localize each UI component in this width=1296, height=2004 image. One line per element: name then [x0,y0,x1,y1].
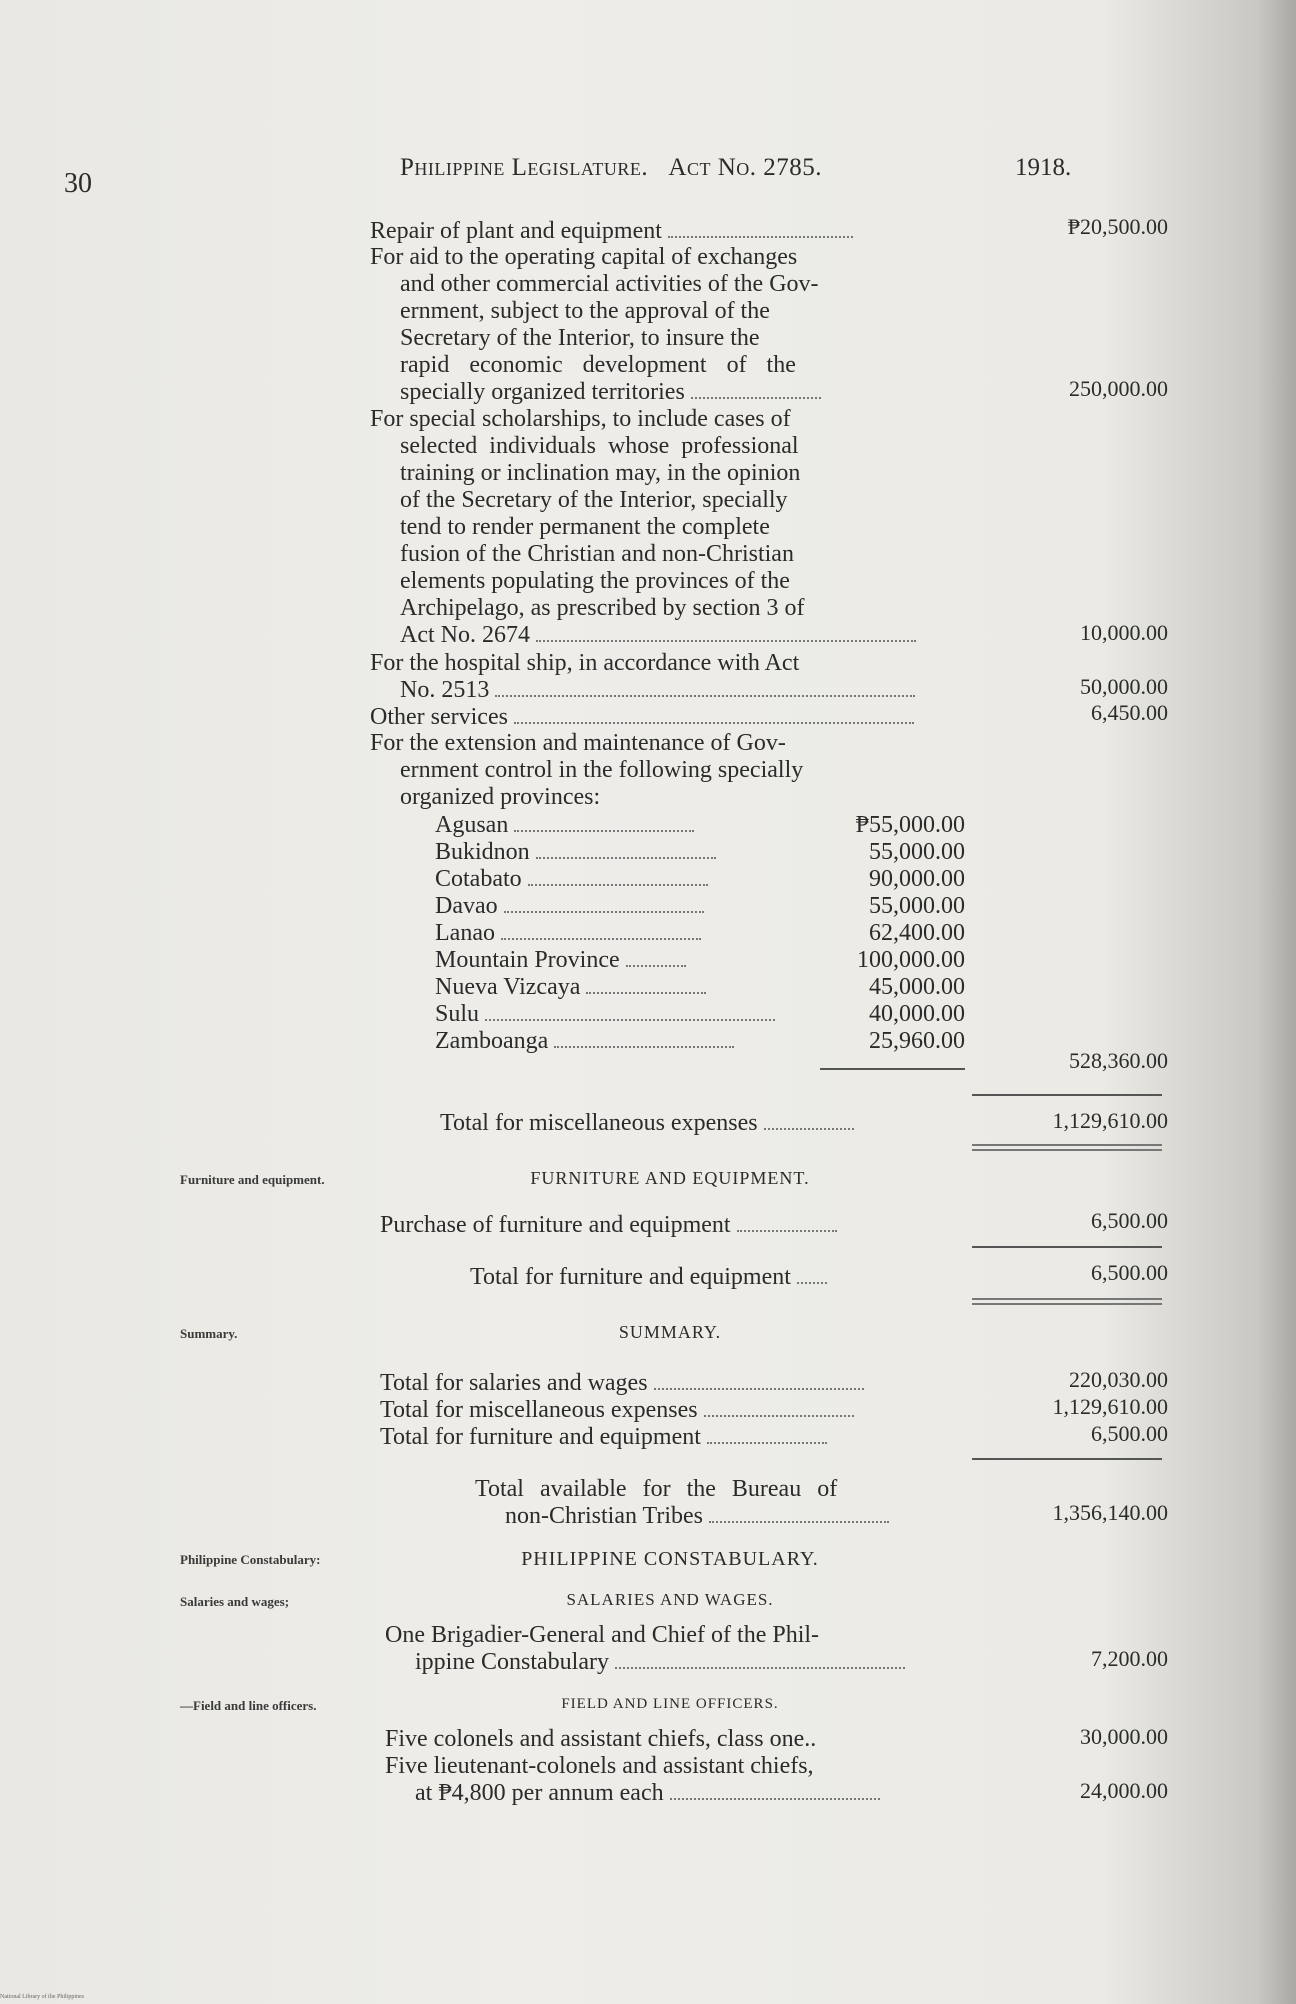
margin-note-officers: —Field and line officers. [180,1698,317,1713]
provinces-list [435,812,965,1055]
province-row: Agusan ₱55,000.00 [435,812,965,838]
page-number: 30 [64,168,92,199]
section-heading-furniture: FURNITURE AND EQUIPMENT. [530,1168,810,1188]
province-row: Sulu 40,000.00 [435,1001,965,1027]
item-aid: For aid to the operating capital of exchanges and other commercial activities of the Gov- ernment, subject to the approval of the Secretary of the Interior, to insure the rapid economic development of the specially organized territories [370,244,970,406]
bureau-total-amount: 1,356,140.00 [1052,1500,1168,1525]
header-title: Philippine Legislature. [400,154,649,181]
rule-above-bureau-total [972,1458,1162,1460]
section-heading-constabulary: PHILIPPINE CONSTABULARY. [521,1548,819,1570]
lt-colonels-label: Five lieutenant-colonels and assistant chiefs, at ₱4,800 per annum each [385,1753,985,1807]
section-heading-summary: SUMMARY. [618,1322,722,1342]
item-hospital: For the hospital ship, in accordance with Act No. 2513 [370,650,970,704]
sub-heading-officers: FIELD AND LINE OFFICERS. [561,1696,779,1712]
margin-note-constabulary: Philippine Constabulary: [180,1552,321,1567]
furniture-purchase-label: Purchase of furniture and equipment [380,1212,837,1239]
summary-amounts: 220,030.00 1,129,610.00 6,500.00 [1052,1367,1168,1446]
header-year: 1918. [1015,154,1072,181]
province-row: Zamboanga 25,960.00 [435,1028,965,1054]
colonels-label: Five colonels and assistant chiefs, class one.. [385,1726,817,1752]
summary-row: Total for miscellaneous expenses [380,1397,980,1424]
footer-note: National Library of the Philippines [0,1994,84,2000]
furniture-total-amount: 6,500.00 [1091,1260,1168,1285]
bureau-total-label: Total available for the Bureau of non-Christian Tribes [475,1476,975,1530]
summary-rows [380,1370,980,1451]
item-extension: For the extension and maintenance of Gov- ernment control in the following specially organized provinces: [370,730,804,810]
province-row: Lanao 62,400.00 [435,920,965,946]
sub-heading-salaries: SALARIES AND WAGES. [566,1590,774,1609]
amount-extension: 528,360.00 [1069,1048,1168,1073]
amount-repair: ₱20,500.00 [1067,214,1168,239]
running-header [400,154,822,182]
amount-hospital: 50,000.00 [1080,674,1168,699]
province-row: Mountain Province 100,000.00 [435,947,965,973]
colonels-amount: 30,000.00 [1080,1724,1168,1749]
summary-row: Total for furniture and equipment [380,1424,980,1451]
amount-other: 6,450.00 [1091,700,1168,725]
rule-above-misc-total [972,1094,1162,1096]
amount-scholarships: 10,000.00 [1080,620,1168,645]
misc-total-label: Total for miscellaneous expenses [440,1110,854,1137]
province-row: Cotabato 90,000.00 [435,866,965,892]
margin-note-salaries: Salaries and wages; [180,1594,290,1609]
item-other: Other services [370,704,914,731]
misc-total-amount: 1,129,610.00 [1052,1108,1168,1133]
rule-above-furniture-total [972,1246,1162,1248]
lt-colonels-amount: 24,000.00 [1080,1778,1168,1803]
brigadier-amount: 7,200.00 [1091,1646,1168,1671]
province-row: Davao 55,000.00 [435,893,965,919]
item-repair: Repair of plant and equipment [370,218,853,245]
province-row: Nueva Vizcaya 45,000.00 [435,974,965,1000]
margin-note-furniture: Furniture and equipment. [180,1172,325,1187]
summary-row: Total for salaries and wages [380,1370,980,1397]
margin-note-summary: Summary. [180,1326,238,1341]
furniture-purchase-amount: 6,500.00 [1091,1208,1168,1233]
header-act: Act No. 2785. [668,154,823,181]
brigadier-label: One Brigadier-General and Chief of the Phil- ippine Constabulary [385,1622,985,1676]
item-scholarships: For special scholarships, to include cases of selected individuals whose professional training or inclination may, in the opinion of the Secretary of the Interior, specially tend to render permanent the complete fusion of the Christian and non-Christian elements populating the provinces of the Archipelago, as prescribed by section 3 of Act No. 2674 [370,406,970,649]
amount-aid: 250,000.00 [1069,376,1168,401]
double-rule [972,1298,1162,1305]
furniture-total-label: Total for furniture and equipment [470,1264,827,1291]
double-rule [972,1144,1162,1151]
province-row: Bukidnon 55,000.00 [435,839,965,865]
subtotal-rule [820,1068,965,1070]
